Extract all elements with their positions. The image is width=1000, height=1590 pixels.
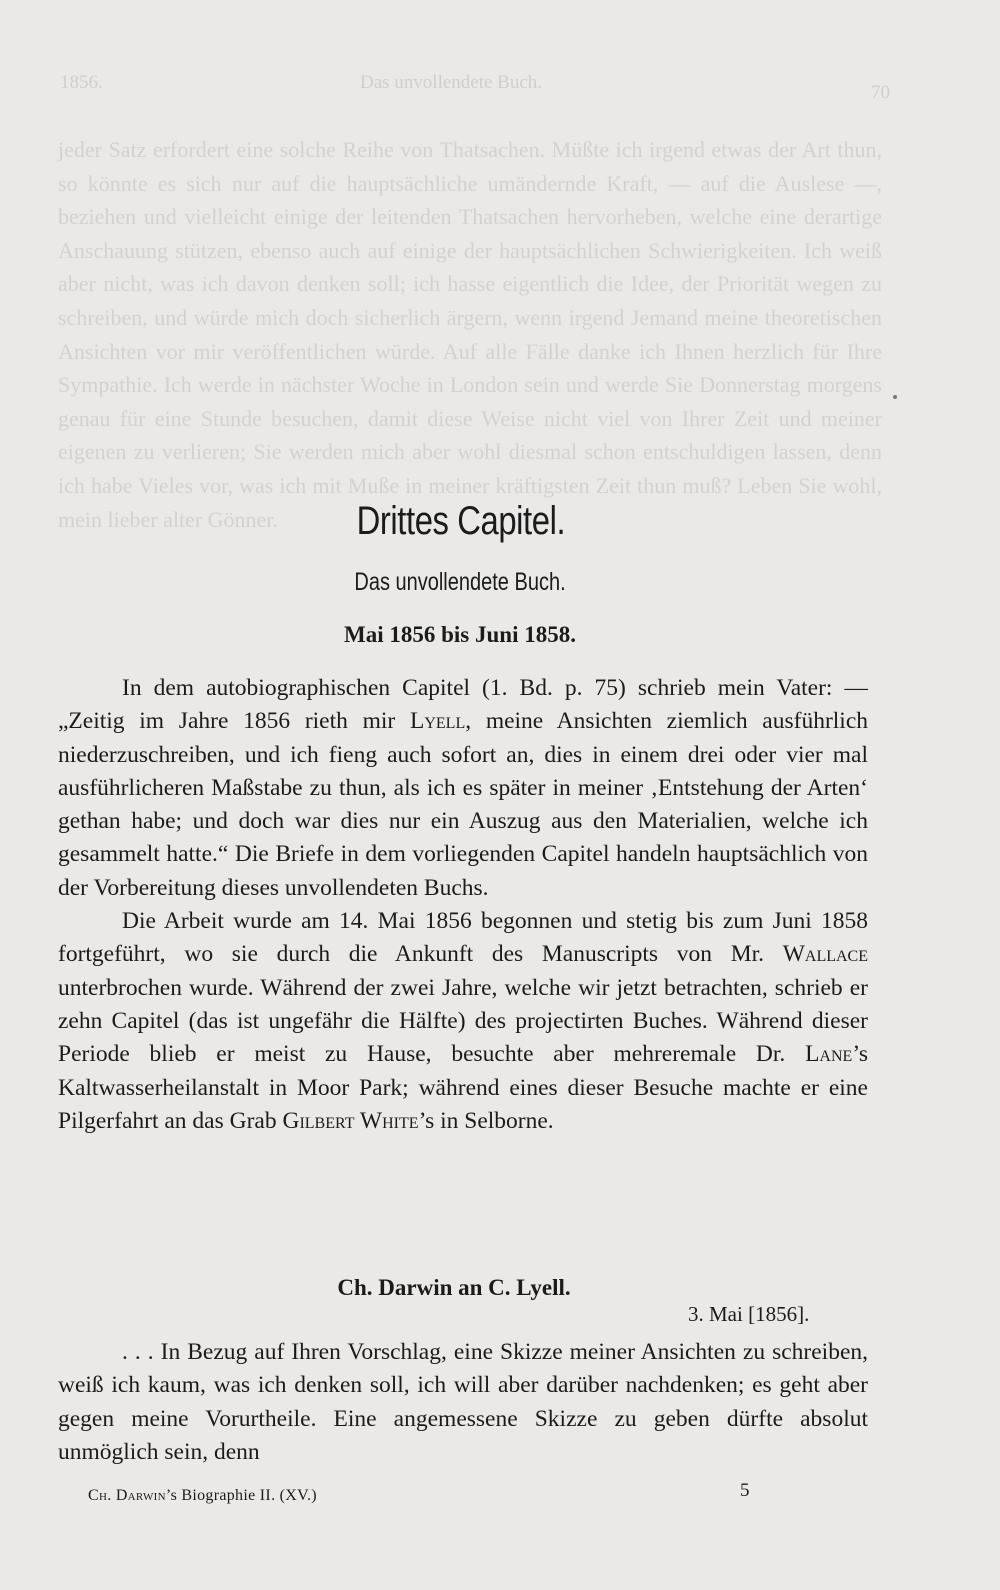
sheet-number: 5 [740,1480,750,1501]
name-lane: Lane [805,1041,853,1068]
bleed-through-text: jeder Satz erfordert eine solche Reihe von Thatsachen. Müßte ich irgend etwas der Art thun, so könnte es sich nur auf die hauptsächliche umändernde Kraft, — auf die Auslese —, beziehen und vielleicht einige der leitenden Thatsachen hervorheben, welche eine derartige Anschauung stützen, ebenso auch auf einige der hauptsächlichen Schwierigkeiten. Ich weiß aber nicht, was ich davon denken soll; ich hasse eigentlich die Idee, der Priorität wegen zu schreiben, und würde mich doch sicherlich ärgern, wenn irgend Jemand meine theoretischen Ansichten vor mir veröffentlichen würde. Auf alle Fälle danke ich Ihnen herzlich für Ihre Sympathie. Ich werde in nächster Woche in London sein und werde Sie Donnerstag morgens genau für eine Stunde besuchen, damit diese Weise nicht viel von Ihrer Zeit und meiner eigenen zu verlieren; Sie werden mich aber wohl diesmal schon entschuldigen lassen, denn ich habe Vieles vor, was ich mit Muße in meiner kräftigsten Zeit thun muß? Leben Sie wohl, mein lieber alter Gönner. [58,137,882,532]
chapter-date-range: Mai 1856 bis Juni 1858. [344,622,576,647]
letter-heading: Ch. Darwin an C. Lyell. [337,1275,571,1300]
signature-line [88,1487,317,1505]
paragraph-1 [58,672,868,905]
paragraph-2 [58,905,868,1138]
chapter-body [58,672,868,1138]
bleed-through-running-title: Das unvollendete Buch. [360,72,543,93]
bleed-through-year: 1856. [60,72,103,93]
chapter-subtitle: Das unvollendete Buch. [354,568,566,596]
paragraph-1-text-cont: , meine Ansichten ziemlich ausführlich niederzuschreiben, und ich fieng auch sofort an, dies in einem drei oder vier mal ausführlicheren Maßstabe zu thun, als ich es später in meiner ‚Entstehung der Arten‘ gethan habe; und doch war dies nur ein Auszug aus den Materialien, welche ich gesammelt hatte.“ Die Briefe in dem vorliegenden Capitel handeln hauptsächlich von der Vorbereitung dieses unvollendeten Buchs. [58,708,869,901]
letter-date: 3. Mai [1856]. [688,1302,810,1326]
name-gilbert-white: Gilbert White [282,1107,419,1134]
chapter-title: Drittes Capitel. [356,499,566,543]
signature-author: Ch. Darwin [88,1487,166,1504]
bleed-through-page-number: 70 [871,82,890,103]
paragraph-2-text-end: ’s in Selborne. [418,1107,554,1134]
name-lyell: Lyell [409,708,466,735]
signature-title: ’s Biographie II. (XV.) [165,1487,317,1504]
paragraph-1-text: In dem autobiographischen Capitel (1. Bd. p. 75) schrieb mein Vater: — „Zeitig im Jahre 1856 rieth mir [58,675,868,735]
letter-paragraph: . . . In Bezug auf Ihren Vorschlag, eine Skizze meiner Ansichten zu schreiben, weiß ich kaum, was ich denken soll, ich will aber darüber nachdenken; es geht aber gegen meine Vorurtheile. Eine angemessene Skizze zu geben dürfte absolut unmöglich sein, denn [58,1339,868,1465]
letter-body [58,1336,868,1469]
paragraph-2-text: Die Arbeit wurde am 14. Mai 1856 begonnen und stetig bis zum Juni 1858 fortgeführt, wo sie durch die Ankunft des Manuscripts von Mr. [58,908,868,968]
name-wallace: Wallace [782,941,868,968]
paragraph-2-text-cont: unterbrochen wurde. Während der zwei Jahre, welche wir jetzt betrachten, schrieb er zehn Capitel (das ist ungefähr die Hälfte) des projectirten Buches. Während dieser Periode blieb er meist zu Hause, besuchte aber mehreremale Dr. [58,974,868,1068]
paragraph-2-text-cont2: ’s Kaltwasserheilanstalt in Moor Park; während eines dieser Besuche machte er eine Pilgerfahrt an das Grab [58,1041,868,1134]
specks [893,395,897,399]
